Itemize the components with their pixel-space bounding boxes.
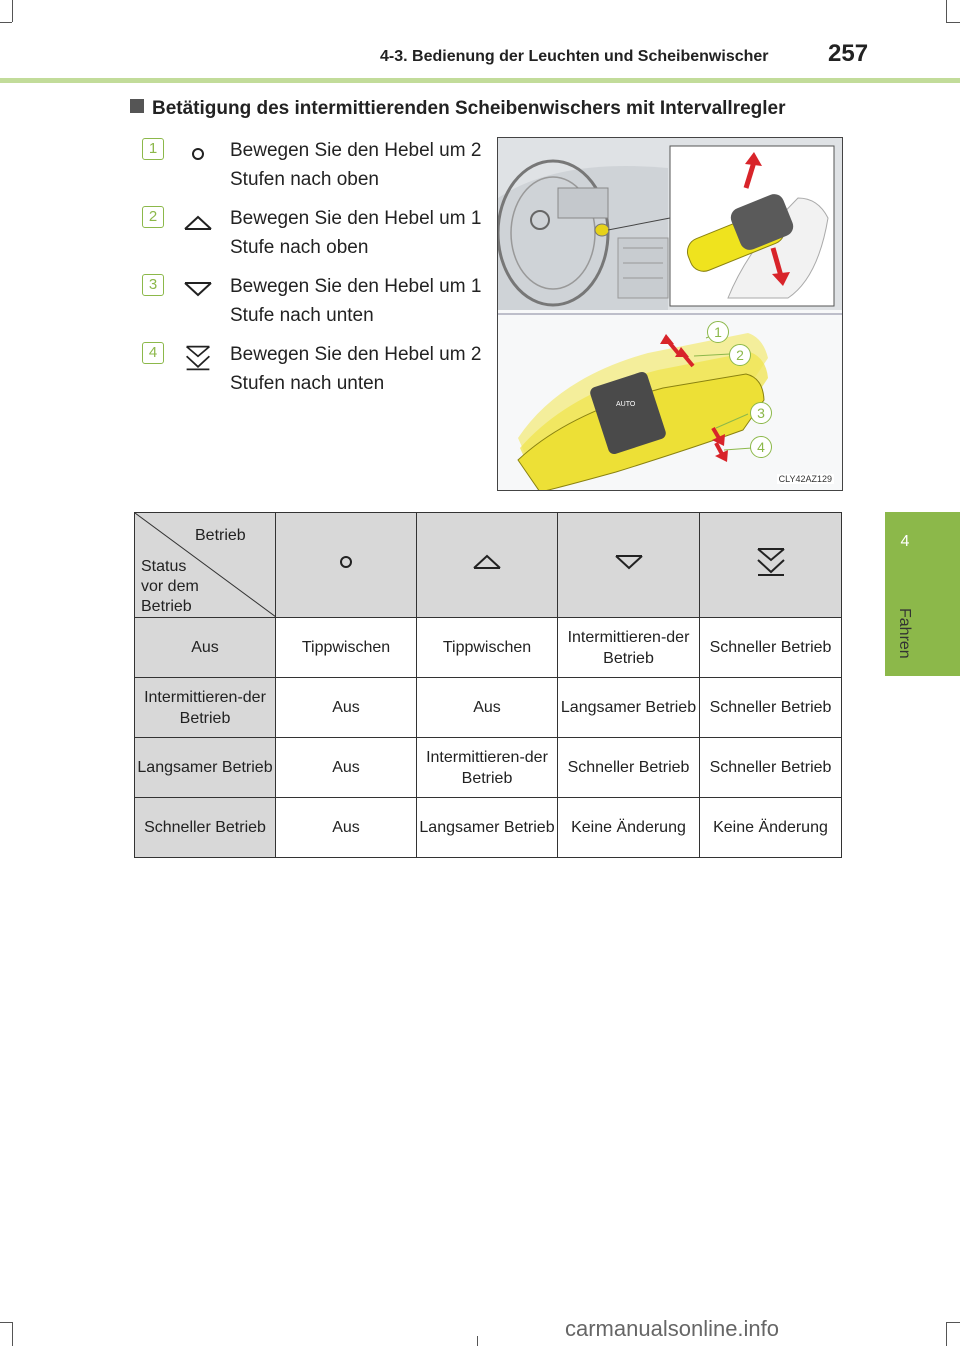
callout-4: 4 [750,436,772,458]
column-header-chevron-down [558,513,700,618]
table-cell: Aus [276,738,417,798]
table-cell: Keine Änderung [558,798,700,858]
wiper-operation-table [134,512,842,858]
table-cell: Aus [276,678,417,738]
row-status: Intermittieren-der Betrieb [135,678,276,738]
crop-mark [946,0,947,22]
row-status: Langsamer Betrieb [135,738,276,798]
crop-mark [12,1322,13,1346]
row-status: Aus [135,618,276,678]
crop-mark [477,1336,478,1346]
wiper-lever-illustration [497,137,843,491]
table-cell: Tippwischen [417,618,558,678]
table-cell: Intermittieren-der Betrieb [417,738,558,798]
running-header: 4-3. Bedienung der Leuchten und Scheibenwischer [380,48,769,65]
step-3 [142,274,487,334]
step-text: Bewegen Sie den Hebel um 1 Stufe nach unten [230,276,482,326]
table-cell: Schneller Betrieb [558,738,700,798]
table-cell: Tippwischen [276,618,417,678]
step-number: 2 [142,206,164,228]
column-header-double-chevron-down [700,513,842,618]
chevron-down-icon [613,546,645,578]
corner-status-line: Betrieb [141,598,192,615]
crop-mark [0,1322,12,1323]
chevron-up-icon [182,208,214,236]
double-chevron-down-icon [755,546,787,578]
table-row [135,678,842,738]
step-text: Bewegen Sie den Hebel um 1 Stufe nach oben [230,208,482,258]
table-header-row [135,513,842,618]
watermark-link[interactable]: carmanualsonline.info [565,1316,780,1341]
crop-mark [0,22,12,23]
step-number: 4 [142,342,164,364]
table-row [135,798,842,858]
callout-1: 1 [707,321,729,343]
corner-operation-label: Betrieb [195,527,246,544]
step-number: 1 [142,138,164,160]
svg-text:AUTO: AUTO [616,401,636,408]
table-cell: Schneller Betrieb [700,618,842,678]
step-number: 3 [142,274,164,296]
step-text: Bewegen Sie den Hebel um 2 Stufen nach oben [230,140,482,190]
step-2 [142,206,487,266]
table-cell: Schneller Betrieb [700,678,842,738]
crop-mark [12,0,13,22]
table-cell: Aus [417,678,558,738]
table-cell: Langsamer Betrieb [558,678,700,738]
table-cell: Intermittieren-der Betrieb [558,618,700,678]
chevron-down-icon [182,276,214,304]
table-cell: Schneller Betrieb [700,738,842,798]
chapter-number: 4 [900,533,910,550]
square-bullet-icon [130,99,144,113]
column-header-chevron-up [417,513,558,618]
figure-code: CLY42AZ129 [778,474,832,484]
chapter-name [893,608,913,668]
step-1 [142,138,487,198]
crop-mark [946,1322,947,1346]
circle-icon [330,546,362,578]
step-text: Bewegen Sie den Hebel um 2 Stufen nach unten [230,344,482,394]
table-cell: Aus [276,798,417,858]
section-heading-text: Betätigung des intermittierenden Scheibenwischers mit Intervallregler [152,98,786,119]
corner-status-label [141,557,199,617]
chapter-name-text: Fahren [896,608,913,659]
crop-mark [946,1322,960,1323]
section-heading [130,98,786,120]
callout-2: 2 [729,344,751,366]
header-rule [0,78,960,83]
page-number: 257 [828,40,869,67]
double-chevron-down-icon [182,344,214,372]
callout-3: 3 [750,402,772,424]
table-corner-cell [135,513,276,618]
table-row [135,618,842,678]
column-header-circle [276,513,417,618]
table-cell: Langsamer Betrieb [417,798,558,858]
chevron-up-icon [471,546,503,578]
crop-mark [946,22,960,23]
table-row [135,738,842,798]
corner-status-line: Status [141,558,187,575]
table-cell: Keine Änderung [700,798,842,858]
illustration-drawing [498,138,843,491]
corner-status-line: vor dem [141,578,199,595]
circle-icon [182,140,214,168]
row-status: Schneller Betrieb [135,798,276,858]
step-4 [142,342,487,402]
